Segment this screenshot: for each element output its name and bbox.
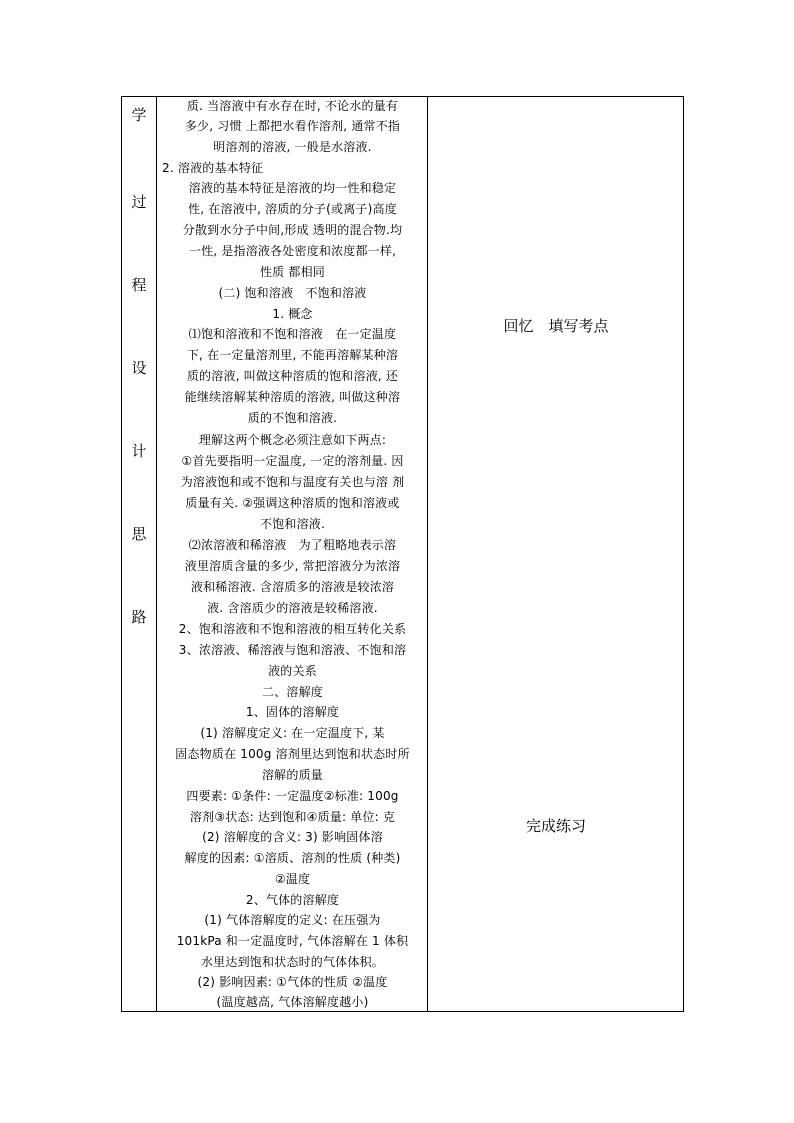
- content-line: 质的不饱和溶液.: [247, 411, 338, 425]
- lesson-table: [121, 96, 684, 1012]
- content-line: ①首先要指明一定温度, 一定的溶剂量. 因: [181, 454, 404, 468]
- content-line: 固态物质在 100g 溶剂里达到饱和状态时所: [175, 747, 410, 761]
- content-line: 2、气体的溶解度: [245, 893, 340, 907]
- content-line: 液的关系: [268, 664, 317, 678]
- side-label-char: 学: [131, 106, 147, 124]
- content-line: (1) 溶解度定义: 在一定温度下, 某: [200, 726, 385, 740]
- side-label-char: 程: [131, 276, 147, 294]
- content-line: 101kPa 和一定温度时, 气体溶解在 1 体积: [176, 934, 409, 948]
- content-line: 水里达到饱和状态时的气体体积。: [200, 955, 384, 969]
- content-line: 解度的因素: ①溶质、溶剂的性质 (种类): [184, 851, 401, 865]
- side-label-char: 计: [131, 442, 147, 460]
- content-line: 液. 含溶质少的溶液是较稀溶液.: [207, 601, 378, 615]
- content-line: (1) 气体溶解度的定义: 在压强为: [204, 913, 381, 927]
- content-line: 溶解的质量: [261, 768, 323, 782]
- content-line: 二、溶解度: [261, 685, 323, 699]
- content-line: 液里溶质含量的多少, 常把溶液分为浓溶: [184, 559, 401, 573]
- content-line: 性, 在溶液中, 溶质的分子(或离子)高度: [188, 202, 397, 216]
- content-line: 一性, 是指溶液各处密度和浓度都一样,: [188, 244, 397, 258]
- practice-note: 完成练习: [525, 817, 586, 835]
- content-line: 明溶剂的溶液, 一般是水溶液.: [213, 140, 372, 154]
- content-line: 能继续溶解某种溶质的溶液, 叫做这种溶: [184, 390, 401, 404]
- content-line: ②温度: [274, 872, 311, 886]
- side-label-char: 思: [131, 525, 147, 543]
- content-line: (2) 溶解度的含义: 3) 影响固体溶: [202, 830, 383, 844]
- activity-column: [428, 97, 683, 1011]
- content-line: ⑴饱和溶液和不饱和溶液 在一定温度: [188, 327, 397, 341]
- content-line: 质量有关. ②强调这种溶质的饱和溶液或: [185, 496, 400, 510]
- content-line: 多少, 习惯 上都把水看作溶剂, 通常不指: [184, 119, 401, 133]
- content-line: 为溶液饱和或不饱和与温度有关也与溶 剂: [180, 475, 405, 489]
- content-line: 溶剂③状态: 达到饱和④质量: 单位: 克: [189, 810, 396, 824]
- content-line: 不饱和溶液.: [259, 517, 325, 531]
- content-line: 2. 溶液的基本特征: [162, 161, 264, 175]
- side-label-char: 过: [131, 193, 147, 211]
- content-line: ⑵浓溶液和稀溶液 为了粗略地表示溶: [188, 538, 397, 552]
- content-line: 性质 都相同: [259, 265, 325, 279]
- content-line: 质的溶液, 叫做这种溶质的饱和溶液, 还: [186, 369, 399, 383]
- content-line: (2) 影响因素: ①气体的性质 ②温度: [197, 975, 388, 989]
- content-line: 四要素: ①条件: 一定温度②标准: 100g: [186, 789, 399, 803]
- content-line: 质. 当溶液中有水存在时, 不论水的量有: [186, 99, 399, 113]
- content-line: 3、浓溶液、稀溶液与饱和溶液、不饱和溶: [178, 643, 407, 657]
- content-line: (温度越高, 气体溶解度越小): [216, 995, 369, 1009]
- content-line: 1、固体的溶解度: [245, 705, 340, 719]
- design-content-column: [157, 97, 428, 1011]
- side-label-char: 路: [131, 608, 147, 626]
- content-line: 分散到水分子中间,形成 透明的混合物.均: [182, 223, 403, 237]
- content-line: 液和稀溶液. 含溶质多的溶液是较浓溶: [190, 580, 395, 594]
- content-line: 2、饱和溶液和不饱和溶液的相互转化关系: [178, 622, 407, 636]
- process-label-column: [122, 97, 157, 1011]
- content-line: 溶液的基本特征是溶液的均一性和稳定: [188, 181, 397, 195]
- content-line: 下, 在一定量溶剂里, 不能再溶解某种溶: [186, 348, 399, 362]
- content-line: 1. 概念: [272, 307, 313, 321]
- review-note: 回忆 填写考点: [503, 317, 609, 335]
- content-line: 理解这两个概念必须注意如下两点:: [198, 433, 387, 447]
- side-label-char: 设: [131, 359, 147, 377]
- content-line: (二) 饱和溶液 不饱和溶液: [218, 286, 367, 300]
